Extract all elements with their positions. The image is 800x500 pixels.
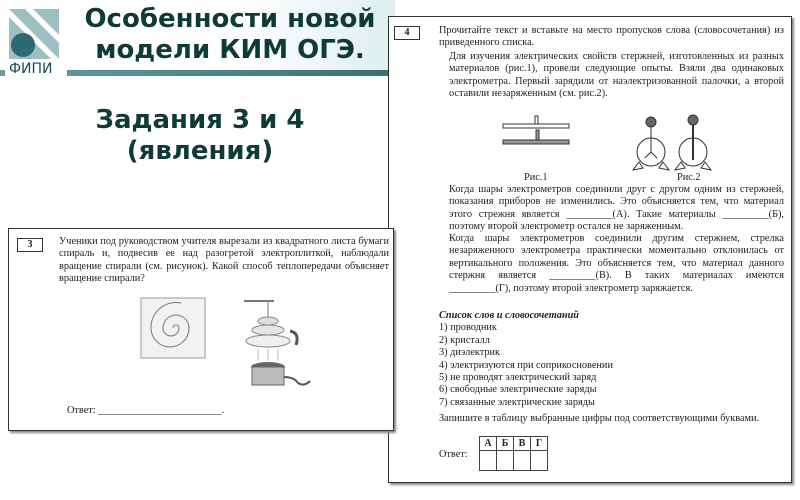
word-list: [439, 310, 613, 409]
list-item: 2) кристалл: [439, 334, 490, 346]
figure-caption: Рис.1: [524, 172, 548, 183]
task-text: Ученики под руководством учителя вырезали из квадратного листа бумаги спираль и, подвесив ее над разогретой электроплиткой, наблюдали вращение спирали (см. рисунок). Какой способ теплопередачи объясняет вращение спирали?: [59, 236, 389, 285]
fipi-logo: [5, 5, 67, 87]
task-intro: Прочитайте текст и вставьте на место пропусков слова (словосочетания) из приведенного списка.: [439, 25, 784, 49]
answer-cell[interactable]: [497, 451, 514, 471]
task-4-document: [388, 16, 792, 483]
subtitle-line: Задания 3 и 4: [95, 105, 305, 135]
logo-emblem-icon: [9, 9, 59, 59]
task-paragraph: Для изучения электрических свойств стержней, изготовленных из разных материалов (рис.1), провели следующие опыты. Взяли два одинаковых электрометра. Первый зарядили от наэлектризованной палочки, а второй оставили незаряженным (см. рис.2).: [449, 51, 784, 100]
task-paragraph: Когда шары электрометров соединили друг с другом одним из стержней, показания приборов не изменились. Это объясняется тем, что материал этого стрежня является _________(А). Такие материалы _________(Б), поэтому второй электрометр остался не заряженным.: [449, 184, 784, 233]
answer-label: Ответ: ________________________.: [67, 405, 225, 416]
slide-subtitle: [60, 105, 340, 167]
list-item: 3) диэлектрик: [439, 347, 500, 359]
task-number: 3: [17, 238, 43, 252]
table-header: В: [514, 437, 531, 451]
instruction: Запишите в таблицу выбранные цифры под соответствующими буквами.: [439, 413, 760, 424]
list-item: 4) электризуются при соприкосновении: [439, 359, 613, 371]
answer-table: [479, 436, 548, 471]
answer-label: Ответ:: [439, 449, 468, 460]
answer-cell[interactable]: [480, 451, 497, 471]
task-number: 4: [394, 26, 420, 40]
hotplate-spiral-figure: [242, 297, 327, 397]
slide-title: Особенности новой модели КИМ ОГЭ.: [84, 4, 376, 65]
rods-figure: [499, 112, 574, 152]
table-header: А: [480, 437, 497, 451]
figure-caption: Рис.2: [677, 172, 701, 183]
table-header: Б: [497, 437, 514, 451]
task-paragraph: Когда шары электрометров соединили другим стержнем, стрелка незаряженного электрометра практически моментально отклонилась от вертикального положения. Это объясняется тем, что материал данного стержня является _________(В). В таких материалах имеются _________(Г), поэтому второй электрометр заряжается.: [449, 233, 784, 294]
list-item: 6) свободные электрические заряды: [439, 384, 597, 396]
list-item: 5) не проводят электрический заряд: [439, 372, 597, 384]
word-list-title: Список слов и словосочетаний: [439, 310, 580, 321]
electrometers-figure: [631, 114, 721, 174]
logo-text: ФИПИ: [9, 61, 53, 77]
table-header: Г: [531, 437, 548, 451]
answer-cell[interactable]: [514, 451, 531, 471]
list-item: 7) связанные электрические заряды: [439, 396, 595, 408]
answer-cell[interactable]: [531, 451, 548, 471]
list-item: 1) проводник: [439, 322, 497, 334]
paper-spiral-figure: [139, 296, 209, 361]
task-3-document: [8, 228, 394, 431]
subtitle-line: (явления): [126, 136, 274, 166]
